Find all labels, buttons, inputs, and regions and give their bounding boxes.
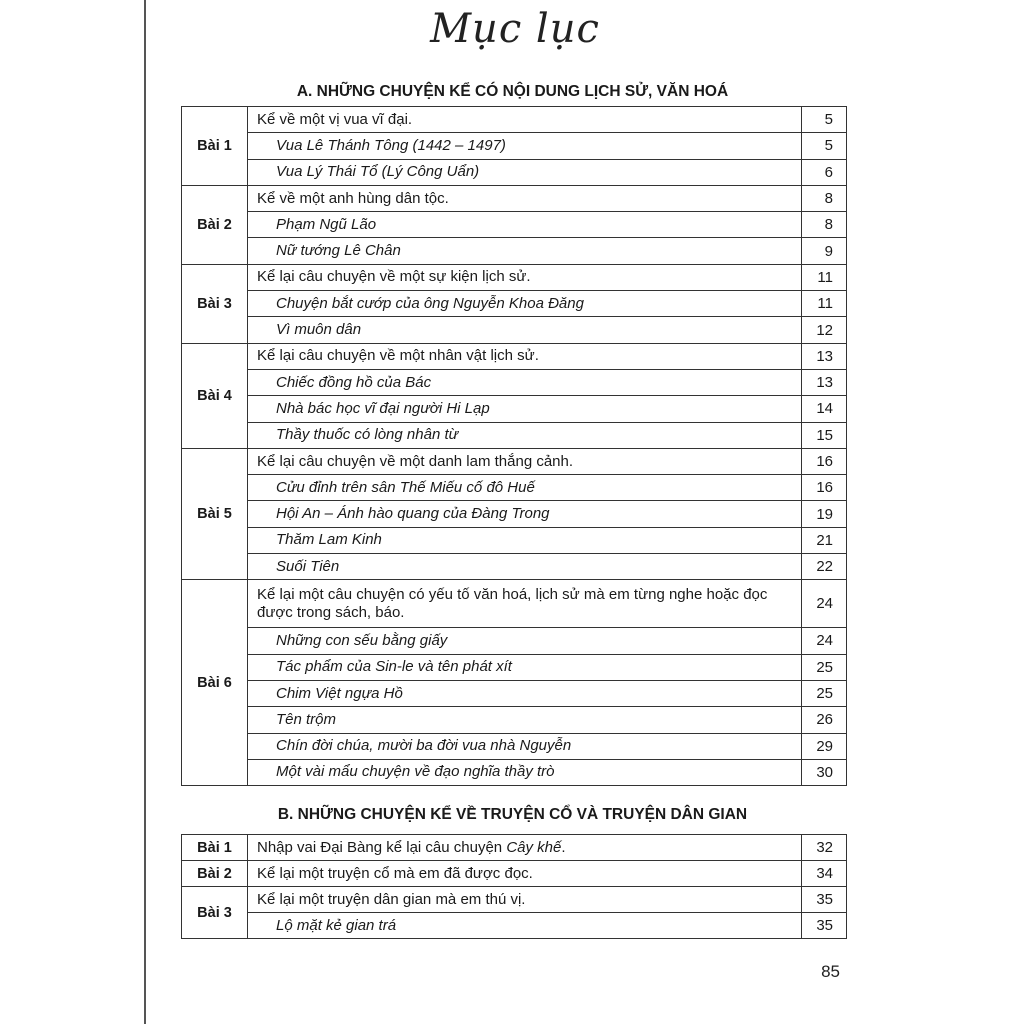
page-ref: 8: [802, 212, 847, 238]
page-ref: 12: [802, 317, 847, 343]
page-edge-line: [144, 0, 146, 1024]
story-title: Lộ mặt kẻ gian trá: [248, 913, 802, 939]
table-row: [182, 580, 847, 628]
table-row: [182, 185, 847, 211]
page-ref: 8: [802, 185, 847, 211]
page-number: 85: [821, 962, 840, 981]
page-ref: 22: [802, 554, 847, 580]
story-title: Nữ tướng Lê Chân: [248, 238, 802, 264]
story-title: Những con sếu bằng giấy: [248, 628, 802, 654]
section-b-table: [181, 834, 847, 939]
section-b-heading: B. NHỮNG CHUYỆN KỂ VỀ TRUYỆN CỔ VÀ TRUYỆN DÂN GIAN: [277, 806, 748, 823]
table-row: [182, 628, 847, 654]
lesson-label: Bài 5: [182, 448, 248, 579]
table-row: [182, 448, 847, 474]
page-ref: 14: [802, 396, 847, 422]
page-ref: 34: [802, 861, 847, 887]
page-ref: 24: [802, 580, 847, 628]
lesson-label: Bài 1: [182, 107, 248, 186]
story-title: Phạm Ngũ Lão: [248, 212, 802, 238]
table-row: [182, 475, 847, 501]
table-row: [182, 733, 847, 759]
story-title: Hội An – Ánh hào quang của Đàng Trong: [248, 501, 802, 527]
lesson-title: Kể lại câu chuyện về một nhân vật lịch sử.: [248, 343, 802, 369]
section-a-heading: A. NHỮNG CHUYỆN KỂ CÓ NỘI DUNG LỊCH SỬ, VĂN HOÁ: [296, 83, 729, 100]
lesson-title: [248, 835, 802, 861]
page-ref: 35: [802, 887, 847, 913]
lesson-label: Bài 2: [182, 185, 248, 264]
page-ref: 19: [802, 501, 847, 527]
table-row: [182, 264, 847, 290]
lesson-title-end: .: [561, 838, 566, 856]
table-row: [182, 317, 847, 343]
table-row: [182, 501, 847, 527]
story-title: Một vài mẩu chuyện về đạo nghĩa thầy trò: [248, 759, 802, 785]
page-ref: 35: [802, 913, 847, 939]
story-title: Vua Lý Thái Tổ (Lý Công Uẩn): [248, 159, 802, 185]
story-title: Chín đời chúa, mười ba đời vua nhà Nguyễn: [248, 733, 802, 759]
story-title: Chuyện bắt cướp của ông Nguyễn Khoa Đăng: [248, 291, 802, 317]
table-row: [182, 107, 847, 133]
page-ref: 32: [802, 835, 847, 861]
page-ref: 13: [802, 369, 847, 395]
story-title: Nhà bác học vĩ đại người Hi Lạp: [248, 396, 802, 422]
page-ref: 6: [802, 159, 847, 185]
page-ref: 9: [802, 238, 847, 264]
lesson-label: Bài 6: [182, 580, 248, 786]
lesson-label: Bài 4: [182, 343, 248, 448]
page-ref: 25: [802, 654, 847, 680]
lesson-title-italic: Cây khế: [506, 838, 562, 856]
table-row: [182, 835, 847, 861]
lesson-label: Bài 2: [182, 861, 248, 887]
story-title: Thầy thuốc có lòng nhân từ: [248, 422, 802, 448]
page-ref: 16: [802, 475, 847, 501]
table-row: [182, 159, 847, 185]
table-row: [182, 759, 847, 785]
table-row: [182, 654, 847, 680]
table-row: [182, 422, 847, 448]
story-title: Tác phẩm của Sin-le và tên phát xít: [248, 654, 802, 680]
story-title: Tên trộm: [248, 707, 802, 733]
story-title: Chiếc đồng hồ của Bác: [248, 369, 802, 395]
table-row: [182, 680, 847, 706]
table-row: [182, 343, 847, 369]
table-row: [182, 527, 847, 553]
lesson-title: Kể lại một truyện dân gian mà em thú vị.: [248, 887, 802, 913]
page-ref: 16: [802, 448, 847, 474]
page-ref: 15: [802, 422, 847, 448]
table-row: [182, 554, 847, 580]
story-title: Vì muôn dân: [248, 317, 802, 343]
page-ref: 11: [802, 264, 847, 290]
story-title: Chim Việt ngựa Hồ: [248, 680, 802, 706]
story-title: Vua Lê Thánh Tông (1442 – 1497): [248, 133, 802, 159]
story-title: Thăm Lam Kinh: [248, 527, 802, 553]
page-ref: 5: [802, 107, 847, 133]
lesson-title: Kể lại một câu chuyện có yếu tố văn hoá, lịch sử mà em từng nghe hoặc đọc được trong sách, báo.: [248, 580, 802, 628]
table-row: [182, 369, 847, 395]
table-row: [182, 238, 847, 264]
lesson-title-text: Nhập vai Đại Bàng kể lại câu chuyện: [257, 838, 507, 856]
table-row: [182, 133, 847, 159]
page-title: Mục lục: [430, 6, 600, 52]
table-row: [182, 291, 847, 317]
lesson-label: Bài 3: [182, 887, 248, 939]
table-row: [182, 861, 847, 887]
table-row: [182, 707, 847, 733]
lesson-title: Kể lại câu chuyện về một danh lam thắng cảnh.: [248, 448, 802, 474]
story-title: Cửu đỉnh trên sân Thế Miếu cố đô Huế: [248, 475, 802, 501]
page-ref: 25: [802, 680, 847, 706]
page-ref: 11: [802, 291, 847, 317]
lesson-title: Kể lại câu chuyện về một sự kiện lịch sử.: [248, 264, 802, 290]
table-row: [182, 212, 847, 238]
section-a-table: [181, 106, 847, 786]
page-ref: 21: [802, 527, 847, 553]
lesson-title: Kể lại một truyện cổ mà em đã được đọc.: [248, 861, 802, 887]
lesson-title: Kể về một anh hùng dân tộc.: [248, 185, 802, 211]
page-ref: 26: [802, 707, 847, 733]
table-row: [182, 913, 847, 939]
lesson-label: Bài 3: [182, 264, 248, 343]
page-ref: 24: [802, 628, 847, 654]
table-row: [182, 887, 847, 913]
page-ref: 13: [802, 343, 847, 369]
table-row: [182, 396, 847, 422]
page-ref: 30: [802, 759, 847, 785]
lesson-title: Kể về một vị vua vĩ đại.: [248, 107, 802, 133]
page-ref: 5: [802, 133, 847, 159]
page-ref: 29: [802, 733, 847, 759]
lesson-label: Bài 1: [182, 835, 248, 861]
story-title: Suối Tiên: [248, 554, 802, 580]
